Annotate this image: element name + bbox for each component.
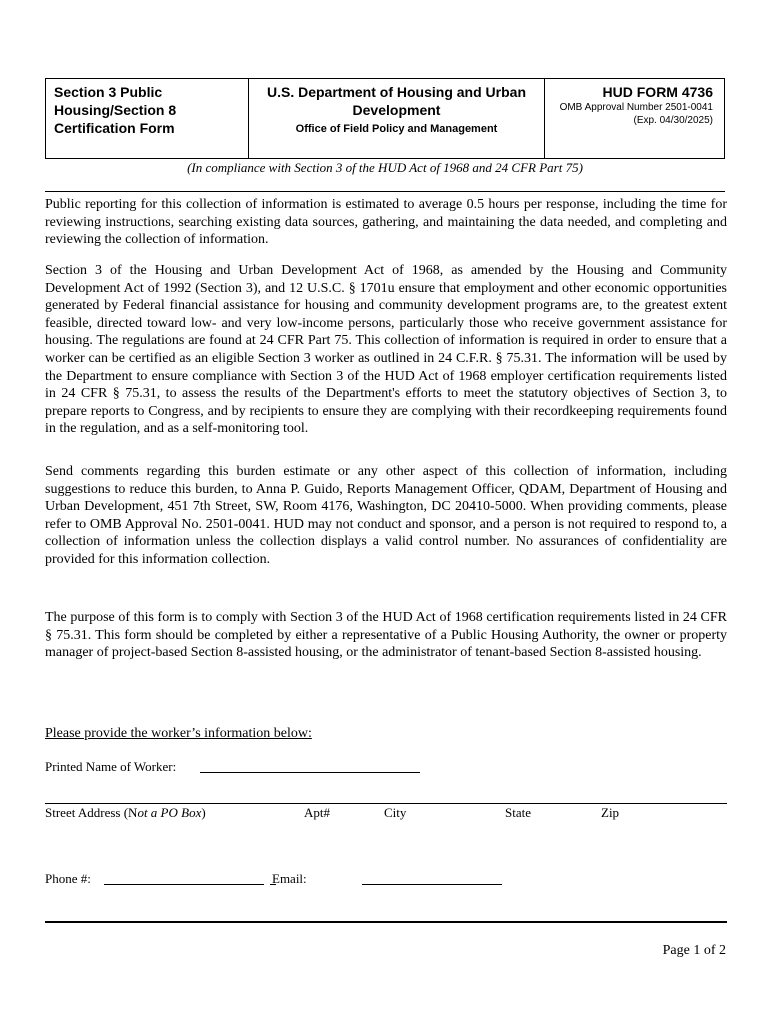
- street-address-label: Street Address (Not a PO Box): [45, 805, 206, 820]
- form-number-cell: [545, 79, 724, 158]
- page-number: Page 1 of 2: [662, 943, 726, 958]
- street-address-field[interactable]: [45, 803, 727, 804]
- department-name-line1: U.S. Department of Housing and Urban: [266, 84, 526, 100]
- burden-paragraph: Public reporting for this collection of information is estimated to average 0.5 hours per response, including the time for reviewing instructions, searching existing data sources, gathering, and maintaining the data needed, and completing and reviewing the collection of information.: [45, 197, 727, 248]
- apt-label: Apt#: [304, 805, 330, 820]
- email-label-underline: [270, 884, 276, 885]
- purpose-statute-paragraph: Section 3 of the Housing and Urban Development Act of 1968, as amended by the Housing and Community Development Act of 1992 (Section 3), and 12 U.S.C. § 1701u ensure that employment and other economic opportunities generated by Federal financial assistance for housing and community development programs are, to the greatest extent feasible, directed toward low- and very low-income persons, particularly those who receive government assistance for housing. The regulations are found at 24 CFR Part 75. This collection of information is required in order to ensure that a worker can be certified as an eligible Section 3 worker as outlined in 24 C.F.R. § 75.31. The information will be used by the Department to ensure compliance with Section 3 of the HUD Act of 1968 employer certification requirements listed in 24 CFR § 75.31, to assess the results of the Department's efforts to meet the statutory objectives of Section 3, to prepare reports to Congress, and by recipients to ensure they are complying with their recordkeeping requirements found in the regulation, and as a self-monitoring tool.: [45, 263, 727, 437]
- form-purpose-paragraph: The purpose of this form is to comply with Section 3 of the HUD Act of 1968 certification requirements listed in 24 CFR § 75.31. This form should be completed by either a representative of a Public Housing Authority, the owner or property manager of project-based Section 8-assisted housing, or the administrator of tenant-based Section 8-assisted housing.: [45, 610, 727, 661]
- worker-info-heading: Please provide the worker’s information below:: [45, 726, 312, 741]
- email-field[interactable]: [362, 884, 502, 885]
- form-header: [45, 78, 725, 159]
- printed-name-field[interactable]: [200, 772, 420, 773]
- form-title-cell: [46, 79, 249, 158]
- department-cell: [249, 79, 545, 158]
- footer-divider: [45, 921, 727, 923]
- department-name-line2: Development: [352, 102, 441, 118]
- phone-label: Phone #:: [45, 871, 91, 886]
- compliance-note: (In compliance with Section 3 of the HUD Act of 1968 and 24 CFR Part 75): [187, 160, 583, 175]
- expiration-date: (Exp. 04/30/2025): [633, 115, 713, 126]
- state-label: State: [505, 805, 531, 820]
- email-label: Email:: [272, 871, 307, 886]
- printed-name-label: Printed Name of Worker:: [45, 759, 177, 774]
- comments-paragraph: Send comments regarding this burden estimate or any other aspect of this collection of information, including suggestions to reduce this burden, to Anna P. Guido, Reports Management Officer, QDAM, Department of Housing and Urban Development, 451 7th Street, SW, Room 4176, Washington, DC 20410-5000. When providing comments, please refer to OMB Approval No. 2501-0041. HUD may not conduct and sponsor, and a person is not required to respond to, a collection of information unless the collection displays a valid control number. No assurances of confidentiality are provided for this information collection.: [45, 464, 727, 567]
- phone-field[interactable]: [104, 884, 264, 885]
- divider: [45, 191, 725, 192]
- omb-number: OMB Approval Number 2501-0041: [559, 102, 713, 113]
- city-label: City: [384, 805, 407, 820]
- form-title: Section 3 Public Housing/Section 8 Certification Form: [54, 84, 177, 136]
- form-number: HUD FORM 4736: [602, 84, 713, 100]
- zip-label: Zip: [601, 805, 620, 820]
- office-name: Office of Field Policy and Management: [295, 123, 498, 135]
